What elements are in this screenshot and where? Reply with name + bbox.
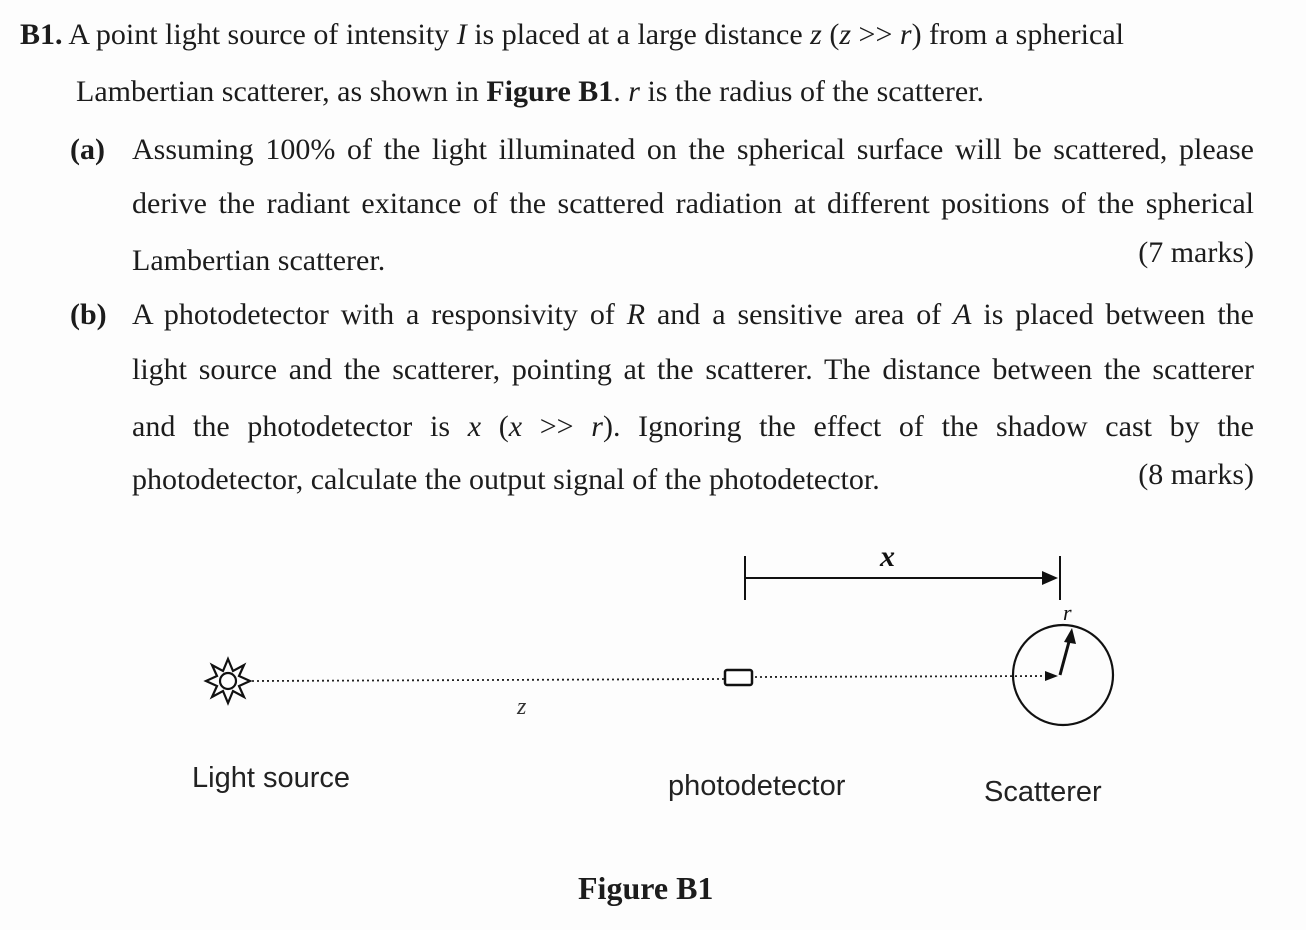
var-z: z — [839, 18, 852, 51]
beam-source-to-detector — [252, 679, 724, 681]
part-b-marks: (8 marks) — [1138, 458, 1254, 491]
light-source-label: Light source — [192, 762, 350, 794]
var-z: z — [810, 18, 822, 51]
text: Lambertian scatterer, as shown in — [76, 75, 487, 108]
radius-arrow — [1060, 638, 1070, 675]
figure-reference: Figure B1 — [486, 75, 614, 108]
var-x: x — [508, 410, 523, 443]
text: photodetector, calculate the output signal of the photodetector. — [132, 463, 880, 496]
text: ). Ignoring the effect of the shadow cast by the — [602, 410, 1254, 443]
var-r: r — [628, 75, 640, 108]
label: (b) — [70, 298, 107, 331]
x-dimension-arrowhead — [1042, 571, 1058, 585]
question-number: B1. — [20, 18, 63, 51]
text: is placed at a large distance — [466, 18, 811, 51]
beam-detector-to-scatterer — [755, 676, 1048, 677]
text: derive the radiant exitance of the scattered radiation at different positions of the spherical — [132, 187, 1254, 220]
figure-caption: Figure B1 — [578, 870, 714, 906]
var-I: I — [456, 18, 467, 51]
var-A: A — [953, 298, 972, 331]
text: ) from a spherical — [911, 18, 1124, 51]
part-a-marks: (7 marks) — [1138, 236, 1254, 269]
text: ( — [821, 18, 840, 51]
text: >> — [522, 410, 592, 443]
text: A point light source of intensity — [68, 18, 457, 51]
z-label: z — [517, 694, 527, 720]
text: . — [613, 75, 629, 108]
text: light source and the scatterer, pointing at the scatterer. The distance between the scatterer — [132, 353, 1254, 386]
x-label: x — [880, 540, 895, 573]
scatterer-label: Scatterer — [984, 776, 1102, 808]
text: >> — [851, 18, 900, 51]
var-x: x — [467, 410, 482, 443]
var-r: r — [899, 18, 912, 51]
beam-arrowhead — [1045, 671, 1058, 681]
text: and the photodetector is — [132, 410, 468, 443]
text: is the radius of the scatterer. — [639, 75, 985, 108]
photodetector-icon — [725, 670, 752, 685]
r-label: r — [1063, 600, 1072, 625]
text: Assuming 100% of the light illuminated on the spherical surface will be scattered, please — [132, 133, 1254, 166]
scatterer-sphere — [1013, 625, 1113, 725]
var-R: R — [626, 298, 646, 331]
radius-arrowhead — [1064, 628, 1076, 644]
photodetector-label: photodetector — [668, 770, 846, 802]
text: is placed between the — [971, 298, 1255, 331]
label: (a) — [70, 133, 105, 166]
var-r: r — [591, 410, 603, 443]
text: ( — [481, 410, 509, 443]
light-source-icon — [206, 659, 250, 703]
text: A photodetector with a responsivity of — [132, 298, 627, 331]
text: Lambertian scatterer. — [132, 244, 386, 277]
text: and a sensitive area of — [645, 298, 954, 331]
